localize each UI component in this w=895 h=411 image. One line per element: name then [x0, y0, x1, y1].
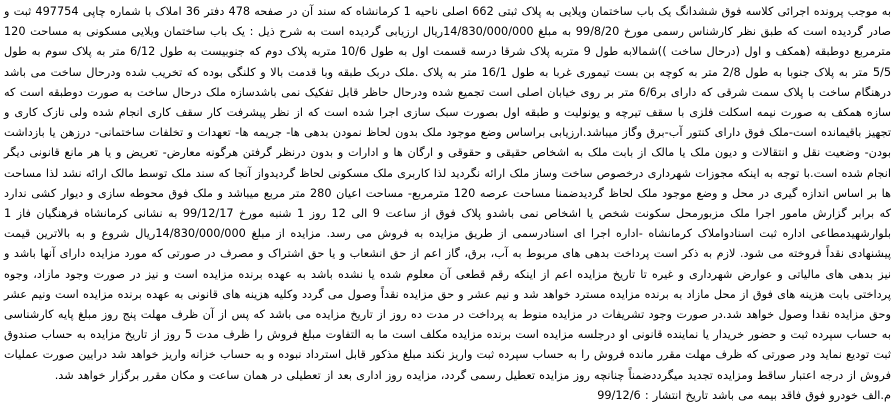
auction-notice: [4, 2, 891, 407]
notice-footer: م.الف خودرو فوق فاقد بیمه می باشد تاریخ انتشار : 99/12/6: [597, 388, 891, 402]
notice-body: به موجب پرونده اجرائی کلاسه فوق ششدانگ یک باب ساختمان ویلایی به پلاک ثبتی 662 اصلی ناحیه 1 کرمانشاه که سند آن در صفحه 478 دفتر 36 املاک با شماره چاپی 497754 ثبت و صادر گردیده است که طبق نظر کارشناس رسمی مورخ 99/8/20 به مبلغ 14/830/000/000ریال ارزیابی گردیده است به شرح ذیل : یک باب ساختمان ویلایی مسکونی به مساحت 120 مترمربع دوطبقه (همکف و اول (درحال ساخت ))شمالابه طول 9 متربه پلاک شرقا درسه قسمت اول به طول 10/6 متربه پلاک دوم که جنوبیست به طول 6/12 متر به پلاک سوم به طول 5/5 متر به پلاک جنوبا به طول 2/8 متر به کوچه بن بست تیموری غربا به طول 16/1 متر به پلاک .ملک دربک طبقه وبا قدمت بالا و کلنگی بوده که تخریب شده ودرحال ساخت می باشد درهنگام ساخت با پلاک سمت شرقی که دارای بر6/6 متر بر روی خیابان اصلی است تجمیع شده ودرحال حاظر قابل تفکیک نمی باشدسازه ملک درحال ساخت به صورت دوطبقه است که سازه همکف به صورت نیمه اسکلت فلزی با سقف تیرچه و یونولیت و طبقه اول بصورت سبک سازی اجرا شده است که از نظر پیشرفت کار سقف کاری انجام شده ولی نازک کاری و تجهیز باقیمانده است-ملک فوق دارای کنتور آب-برق وگاز میباشد.ارزیابی براساس وضع موجود ملک بدون لحاظ نمودن بدهی ها- جریمه ها- تعهدات و تخلفات ساختمانی- درزهن یا بازداشت بودن- وضعیت نقل و انتقالات و دیون ملک یا مالک از بابت ملک به اشخاص حقیقی و حقوقی و ارگان ها و ادارات و بدون درنظر گرفتن هرگونه معارض- تعریض و یا هر مانع قانونی دیگر انجام شده است.با توجه به اینکه مجوزات شهرداری درخصوص ساخت وساز ملک ارائه نگردید لذا کاربری ملک مسکونی لحاظ گردیدواز آنجا که سند ملک توسط مالک ارائه نشد لذا مساحت ها بر اساس اندازه گیری در محل و وضع موجود ملک لحاظ گردیدضمنا مساحت عرصه 120 مترمربع- مساحت اعیان 280 متر مربع میباشد و ملک فوق محوطه سازی و دیوار کشی ندارد که برابر گزارش مامور اجرا ملک مزبورمحل سکونت شخص یا اشخاص نمی باشدو پلاک فوق از ساعت 9 الی 12 روز 1 شنبه مورخ 99/12/17 به نشانی کرمانشاه فرهنگیان فاز 1 بلوارشهیدمطاعی اداره ثبت اسنادواملاک کرمانشاه -اداره اجرا ای اسنادرسمی از طریق مزایده به فروش می رسد. مزایده از مبلغ 14/830/000/000ریال شروع و به بالاترین قیمت پیشنهادی نقداً فروخته می شود. لازم به ذکر است پرداخت بدهی های مربوط به آب، برق، گاز اعم از حق انشعاب و یا حق اشتراک و مصرف در صورتی که مورد مزایده دارای آنها باشد و نیز بدهی های مالیاتی و عوارض شهرداری و غیره تا تاریخ مزایده اعم از اینکه رقم قطعی آن معلوم شده یا نشده باشد به عهده برنده مزایده است و نیز در صورت وجود مازاد، وجوه پرداختی بابت هزینه های فوق از محل مازاد به برنده مزایده مسترد خواهد شد و نیم عشر و حق مزایده نقداً وصول می گردد وکلیه هزینه های قانونی به عهده برنده مزایده است ونیم عشر وحق مزایده نقدا وصول خواهد شد.در صورت وجود تشریفات در مزایده منوط به پرداخت در مدت ده روز از تاریخ مزایده می باشد که پس از آن ظرف مهلت پنج روز مبلغ پایه کارشناسی به حساب سپرده ثبت و حضور خریدار یا نماینده قانونی او درجلسه مزایده است برنده مزایده مکلف است ما به التفاوت مبلغ فروش را ظرف مدت 5 روز از تاریخ مزایده به حساب صندوق ثبت تودیع نماید ودر صورتی که ظرف مهلت مقرر مانده فروش را به حساب سپرده ثبت واریز نکند مبلغ مذکور قابل استرداد نبوده و به حساب خزانه واریز خواهد شد درایین صورت عملیات فروش از درجه اعتبار ساقط ومزایده تجدید میگرددضمناً چنانچه روز مزایده تعطیل رسمی گردد، مزایده روز اداری بعد از تعطیلی در همان ساعت و مکان مقرر برگزار خواهد شد.: [4, 5, 892, 382]
